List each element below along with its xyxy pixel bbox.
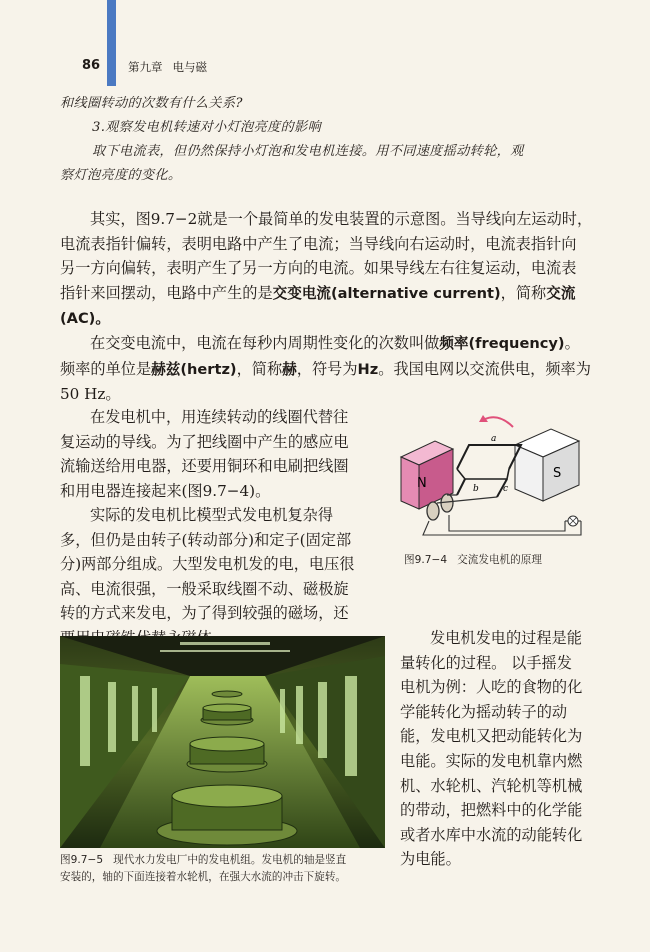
para1-line-4-text: 指针来回摆动，电路中产生的是 <box>60 283 273 302</box>
para2-line-3: 50 Hz。 <box>60 385 121 404</box>
para5-line-8: 的带动，把燃料中的化学能 <box>400 801 583 820</box>
fig4-caption-text: 交流发电机的原理 <box>457 554 542 566</box>
para3-line-1: 在发电机中，用连续转动的线圈代替往 <box>90 408 349 426</box>
paragraph-energy-conversion <box>400 626 600 872</box>
fig4-number: 图9.7−4 <box>404 554 448 566</box>
label-a: a <box>491 434 497 444</box>
paragraph-frequency <box>60 331 600 407</box>
para4-line-3: 分)两部分组成。大型发电机发的电，电压很 <box>60 555 355 574</box>
para2-line-1-end: 。 <box>564 334 580 352</box>
para2-line-2-text-c: ，符号为 <box>296 359 358 378</box>
chapter-header <box>128 59 217 75</box>
external-circuit <box>423 515 581 535</box>
para4-line-5: 转的方式来发电，为了得到较强的磁场，还 <box>60 604 349 623</box>
para2-line-2-text: 频率的单位是 <box>60 359 152 378</box>
bulb-icon <box>568 516 578 526</box>
term-hertz: 赫兹(hertz) <box>151 360 237 378</box>
fig5-number: 图9.7−5 <box>60 854 104 866</box>
term-ac-abbrev: (AC)。 <box>60 310 110 328</box>
para5-line-10: 为电能。 <box>400 850 461 869</box>
para5-line-7: 机、水轮机、汽轮机等机械 <box>400 776 583 795</box>
para4-line-2: 多，但仍是由转子(转动部分)和定子(固定部 <box>60 530 352 549</box>
term-ac: 交流 <box>546 284 576 302</box>
label-c: c <box>503 484 509 494</box>
figure-9-7-4-caption <box>404 552 542 569</box>
para1-line-4-text-b: ，简称 <box>500 283 547 302</box>
para3-line-4: 和用电器连接起来(图9.7−4)。 <box>60 481 271 500</box>
para2-line-1 <box>60 331 600 357</box>
experiment-line-1: 和线圈转动的次数有什么关系? <box>60 96 243 111</box>
para5-line-4: 学能转化为摇动转子的动 <box>400 702 568 721</box>
para2-line-2-text-b: ，简称 <box>236 359 283 378</box>
para1-line-2: 电流表指针偏转，表明电路中产生了电流；当导线向右运动时，电流表指针向 <box>60 234 577 253</box>
experiment-step-3-title: 3.观察发电机转速对小灯泡亮度的影响 <box>92 120 321 135</box>
fig5-caption-line-2: 安装的，轴的下面连接着水轮机，在强大水流的冲击下旋转。 <box>60 871 347 883</box>
term-he: 赫 <box>282 360 297 378</box>
para3-line-2: 复运动的导线。为了把线圈中产生的感应电 <box>60 432 349 451</box>
para1-line-1: 其实，图9.7−2就是一个最简单的发电装置的示意图。当导线向左运动时， <box>90 210 593 228</box>
label-s: S <box>553 466 562 481</box>
para3-line-3: 流输送给用电器，还要用铜环和电刷把线圈 <box>60 457 349 476</box>
term-hz: Hz <box>357 360 379 378</box>
s-pole-magnet <box>515 429 579 501</box>
fig5-caption-text-1: 现代水力发电厂中的发电机组。发电机的轴是竖直 <box>113 854 347 866</box>
para1-line-3: 另一方向偏转，表明产生了另一方向的电流。如果导线左右往复运动，电流表 <box>60 259 577 278</box>
ac-generator-diagram <box>395 405 595 540</box>
coil-loop <box>457 445 521 497</box>
experiment-step-3-line-1: 取下电流表，但仍然保持小灯泡和发电机连接。用不同速度摇动转轮，观 <box>92 144 524 159</box>
fig5-caption-line-1 <box>60 852 346 869</box>
para5-line-5: 能，发电机又把动能转化为 <box>400 727 583 746</box>
figure-9-7-5-caption <box>60 852 346 886</box>
para1-line-4 <box>60 281 600 307</box>
para2-line-2-text-d: 。我国电网以交流供电，频率为 <box>378 359 591 378</box>
header-color-bar <box>107 0 116 86</box>
paragraph-real-generator <box>60 503 390 651</box>
para5-line-9: 或者水库中水流的动能转化 <box>400 825 583 844</box>
para4-line-1: 实际的发电机比模型式发电机复杂得 <box>90 506 333 524</box>
para5-line-2: 量转化的过程。 以手摇发 <box>400 653 572 672</box>
para2-line-2 <box>60 357 600 383</box>
label-n: N <box>417 476 427 491</box>
chapter-number: 第九章 <box>128 60 163 74</box>
para1-line-5 <box>60 306 600 332</box>
chapter-title: 电与磁 <box>172 60 207 74</box>
para5-line-1: 发电机发电的过程是能 <box>430 629 582 647</box>
paragraph-generator-principle <box>60 207 600 332</box>
para4-line-4: 高、电流很强，一般采取线圈不动、磁极旋 <box>60 579 349 598</box>
page-number: 86 <box>82 58 101 73</box>
paragraph-rotating-coil <box>60 405 390 503</box>
rotation-arrow <box>485 417 513 427</box>
para5-line-6: 电能。实际的发电机靠内燃 <box>400 751 583 770</box>
hydro-power-plant-photo <box>60 636 385 848</box>
term-frequency: 频率(frequency) <box>439 335 565 352</box>
experiment-step-3-line-2: 察灯泡亮度的变化。 <box>60 168 182 183</box>
para2-line-1-text: 在交变电流中，电流在每秒内周期性变化的次数叫做 <box>90 334 440 352</box>
label-b: b <box>473 484 479 494</box>
para5-line-3: 电机为例：人吃的食物的化 <box>400 678 583 697</box>
term-alternating-current: 交变电流(alternative current) <box>272 284 501 302</box>
